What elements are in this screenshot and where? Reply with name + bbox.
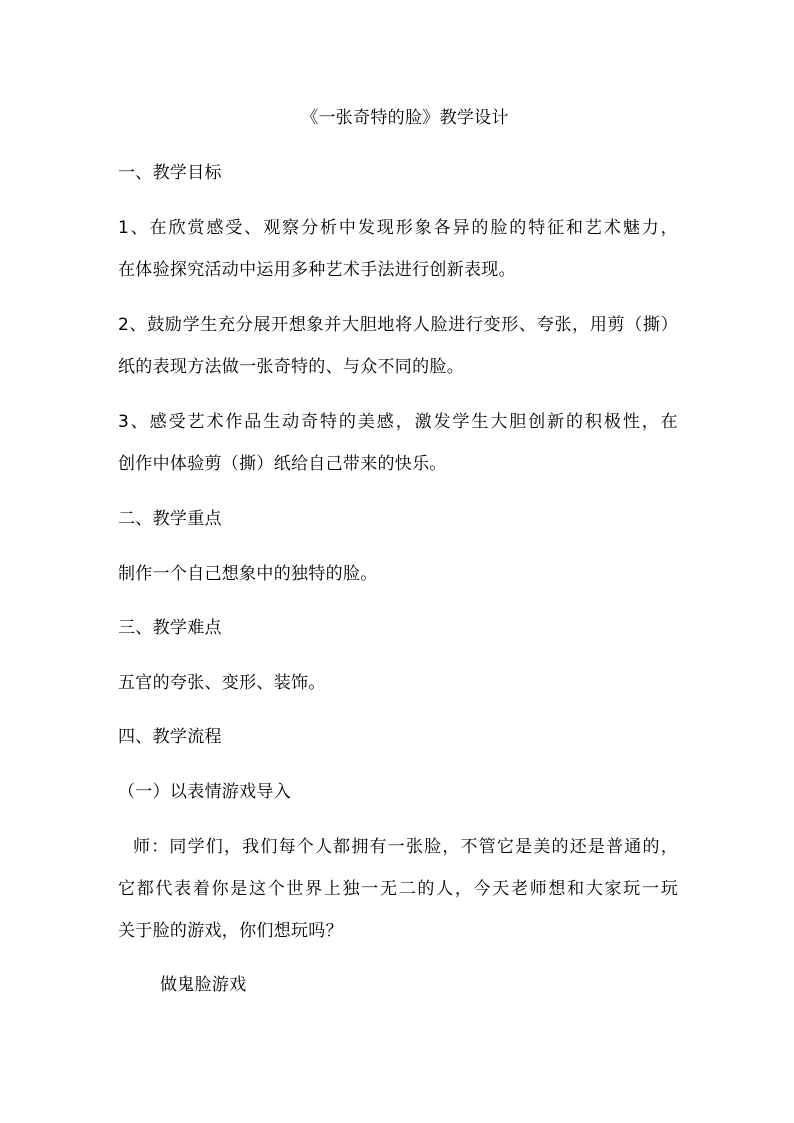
game-text: 做鬼脸游戏 (160, 975, 247, 995)
teacher-dialogue-line-2: 它都代表着你是这个世界上独一无二的人，今天老师想和大家玩一玩 (118, 879, 678, 899)
teacher-dialogue-line-3: 关于脸的游戏，你们想玩吗？ (118, 921, 343, 941)
objective-2-line-2: 纸的表现方法做一张奇特的、与众不同的脸。 (118, 357, 464, 377)
difficulties-heading: 三、教学难点 (118, 618, 222, 638)
page-title: 《一张奇特的脸》教学设计 (301, 108, 509, 128)
keypoints-heading: 二、教学重点 (118, 509, 222, 529)
process-heading: 四、教学流程 (118, 727, 222, 747)
objective-3-line-1: 3、感受艺术作品生动奇特的美感，激发学生大胆创新的积极性，在 (118, 412, 678, 432)
teacher-dialogue-line-1: 师：同学们，我们每个人都拥有一张脸，不管它是美的还是普通的， (133, 837, 678, 857)
objective-1-line-2: 在体验探究活动中运用多种艺术手法进行创新表现。 (118, 260, 516, 280)
difficulties-text: 五官的夸张、变形、装饰。 (118, 673, 326, 693)
objective-3-line-2: 创作中体验剪（撕）纸给自己带来的快乐。 (118, 454, 447, 474)
objectives-heading: 一、教学目标 (118, 163, 222, 183)
process-step-1: （一）以表情游戏导入 (118, 782, 291, 802)
keypoints-text: 制作一个自己想象中的独特的脸。 (118, 564, 378, 584)
objective-1-line-1: 1、在欣赏感受、观察分析中发现形象各异的脸的特征和艺术魅力， (118, 218, 678, 238)
objective-2-line-1: 2、鼓励学生充分展开想象并大胆地将人脸进行变形、夸张，用剪（撕） (118, 315, 678, 335)
